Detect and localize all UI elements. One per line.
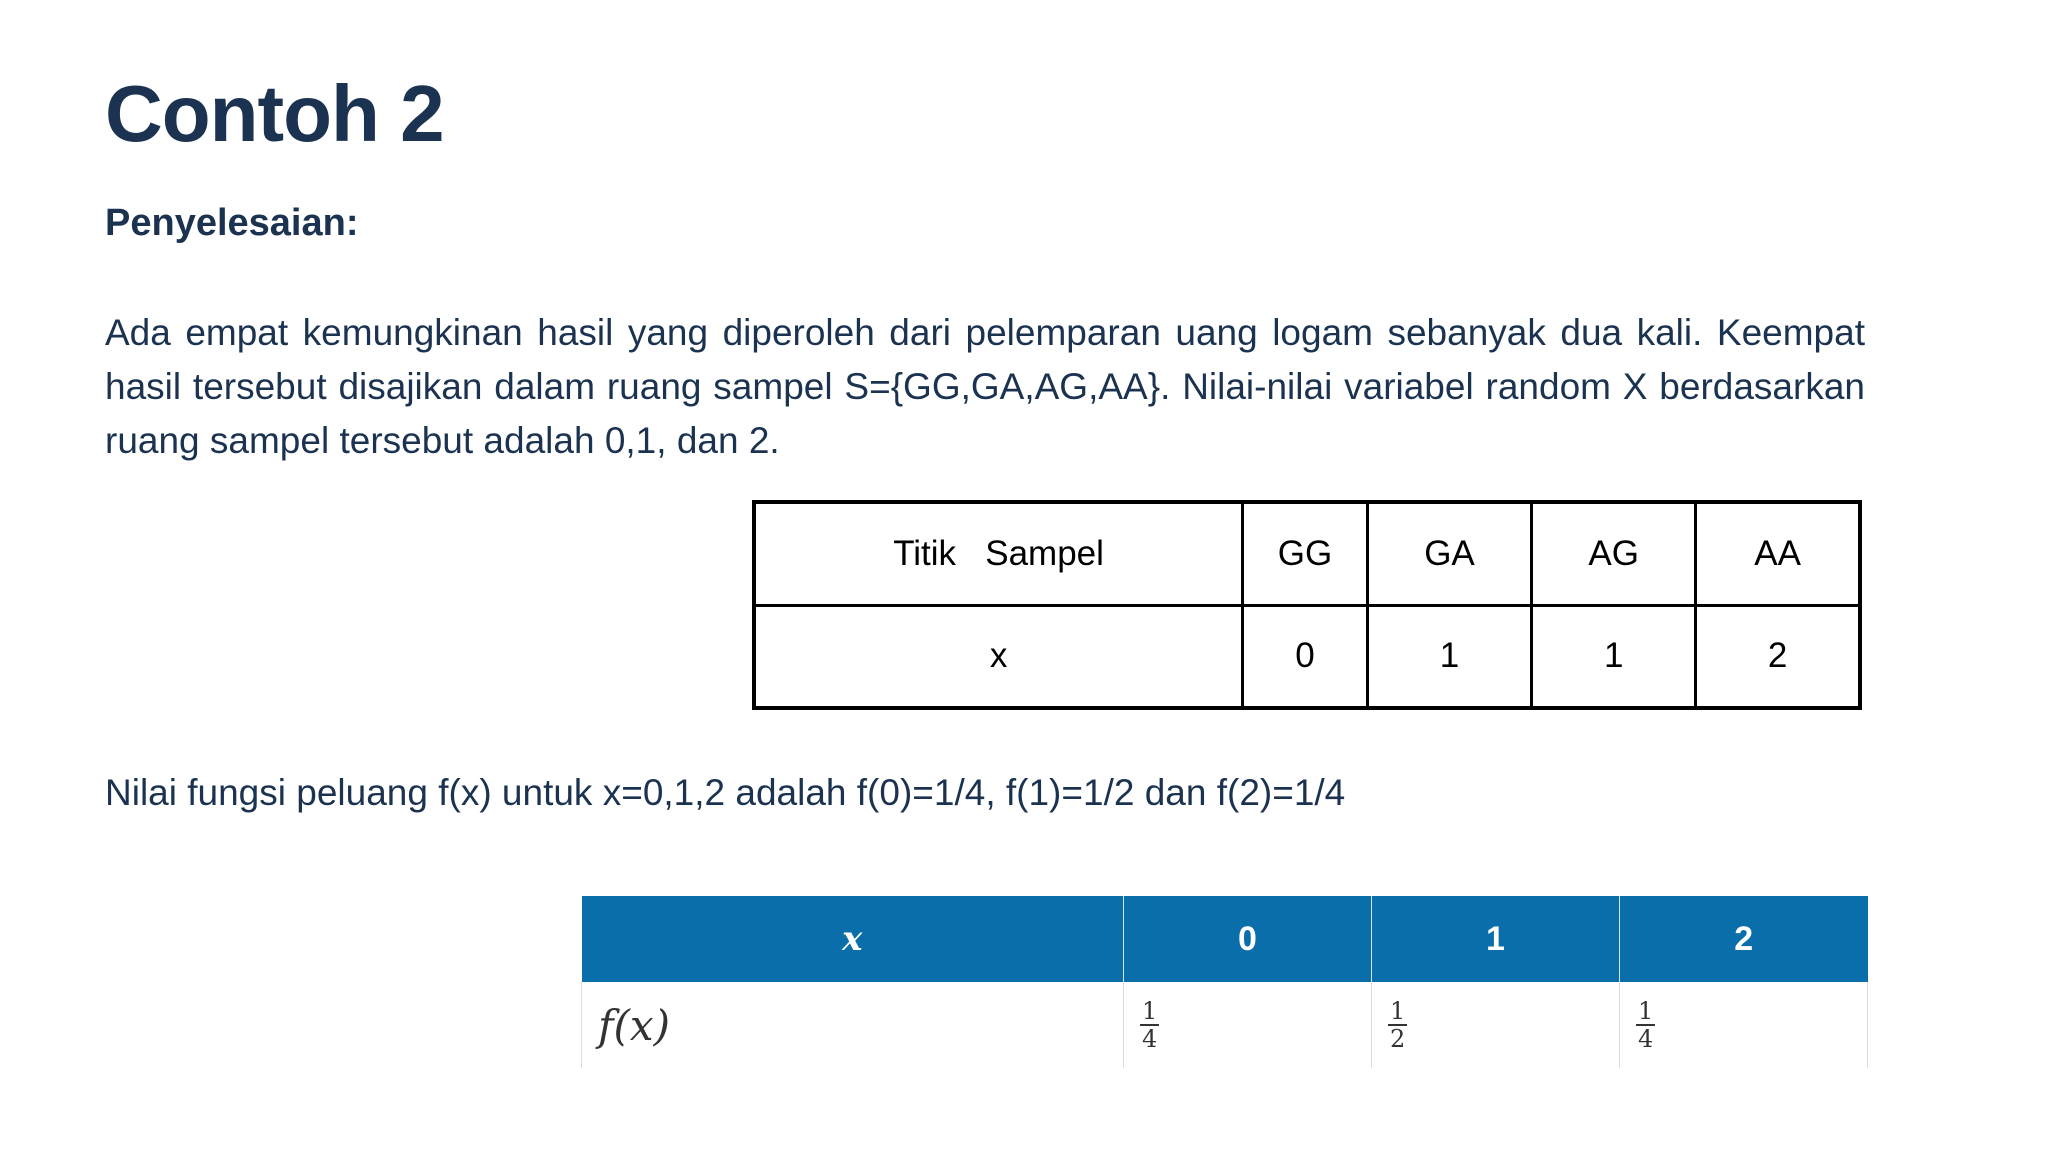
- table-row: [754, 502, 1860, 605]
- explanation-paragraph: Ada empat kemungkinan hasil yang diperoleh dari pelemparan uang logam sebanyak dua kali. Keempat hasil tersebut disajikan dalam ruang sampel S={GG,GA,AG,AA}. Nilai-nilai variabel random X berdasarkan ruang sampel tersebut adalah 0,1, dan 2.: [105, 312, 1865, 461]
- fraction-denominator: 4: [1638, 1025, 1654, 1053]
- table-cell: GA: [1367, 502, 1531, 605]
- slide-title: Contoh 2: [105, 69, 444, 158]
- fraction-numerator: 1: [1638, 997, 1654, 1025]
- fraction-numerator: 1: [1390, 997, 1406, 1025]
- fraction-denominator: 2: [1390, 1025, 1406, 1053]
- table-row: [582, 982, 1868, 1068]
- header-cell: 0: [1124, 896, 1372, 982]
- header-cell: 2: [1620, 896, 1868, 982]
- table-cell: 0: [1243, 605, 1368, 708]
- fraction: [1140, 998, 1159, 1052]
- table-cell: AA: [1696, 502, 1860, 605]
- header-cell: 1: [1372, 896, 1620, 982]
- fraction-cell: [1620, 982, 1868, 1068]
- table-cell: 1: [1532, 605, 1696, 708]
- fraction-cell: [1124, 982, 1372, 1068]
- table-cell: 1: [1367, 605, 1531, 708]
- table-header-row: [582, 896, 1868, 982]
- table-cell: AG: [1532, 502, 1696, 605]
- fraction-numerator: 1: [1142, 997, 1158, 1025]
- row-header-x: x: [754, 605, 1243, 708]
- row-header-sample-point: Titik Sampel: [754, 502, 1243, 605]
- fraction-denominator: 4: [1142, 1025, 1158, 1053]
- row-label-fx: [582, 982, 1124, 1068]
- probability-function-text: Nilai fungsi peluang f(x) untuk x=0,1,2 adalah f(0)=1/4, f(1)=1/2 dan f(2)=1/4: [105, 772, 1346, 813]
- header-x: x: [582, 896, 1124, 982]
- table-row: [754, 605, 1860, 708]
- table-cell: GG: [1243, 502, 1368, 605]
- sample-space-table: [752, 500, 1862, 710]
- fraction-cell: [1372, 982, 1620, 1068]
- fraction: [1388, 998, 1407, 1052]
- section-subtitle: Penyelesaian:: [105, 202, 359, 244]
- probability-table: [581, 896, 1868, 1068]
- fraction: [1636, 998, 1655, 1052]
- table-cell: 2: [1696, 605, 1860, 708]
- fx-label: f(x): [598, 1000, 671, 1050]
